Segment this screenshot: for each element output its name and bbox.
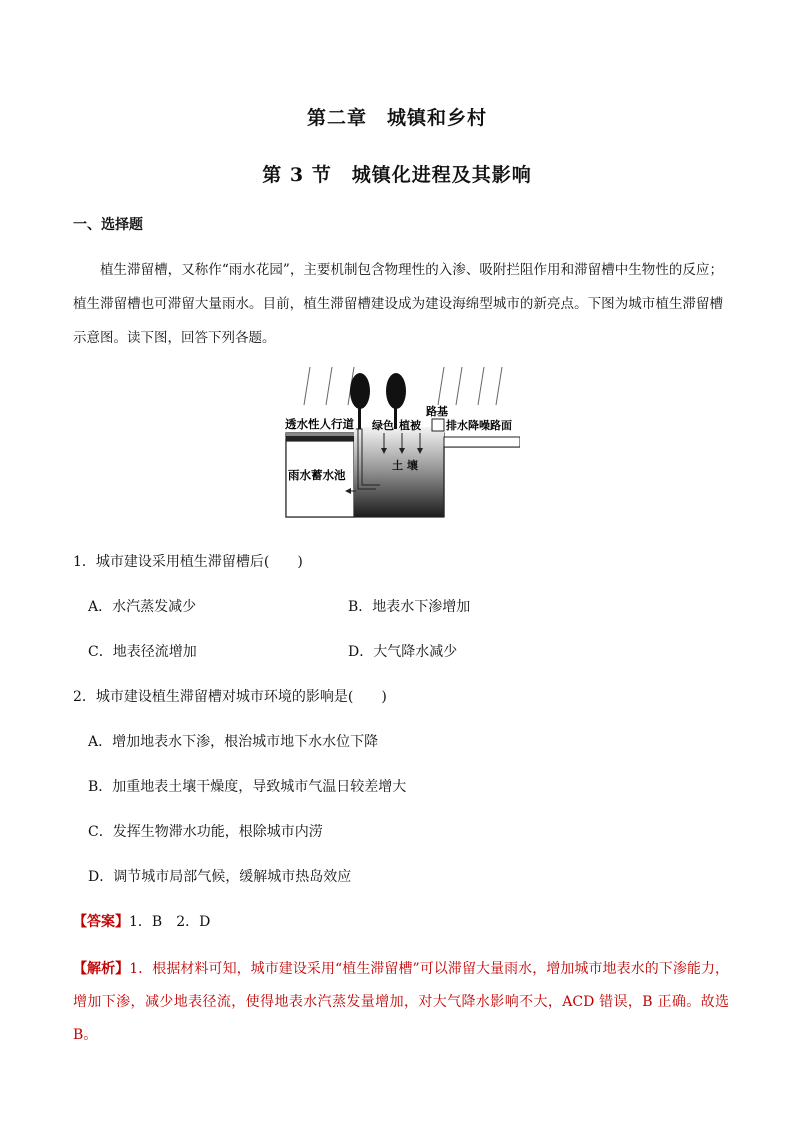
label-soil: 土 壤 <box>392 459 418 472</box>
label-sidewalk: 透水性人行道 <box>285 417 354 431</box>
bioretention-diagram <box>284 365 520 519</box>
road-layer <box>444 437 520 447</box>
soil-area <box>354 427 444 517</box>
chapter-title: 第二章 城镇和乡村 <box>306 107 487 129</box>
analysis-text: 1．根据材料可知，城市建设采用“植生滞留槽”可以滞留大量雨水，增加城市地表水的下渗能力，增加下渗，减少地表径流，使得地表水汽蒸发量增加，对大气降水影响不大，ACD 错误，B 正确。故选 B。 <box>73 961 729 1043</box>
answer-text: 1．B 2．D <box>129 914 211 930</box>
part-heading: 一、选择题 <box>73 217 143 233</box>
answer-line <box>73 911 210 931</box>
intro-paragraph: 植生滞留槽，又称作“雨水花园”，主要机制包含物理性的入渗、吸附拦阻作用和滞留槽中生物性的反应；植生滞留槽也可滞留大量雨水。目前，植生滞留槽建设成为建设海绵型城市的新亮点。下图为城市植生滞留槽示意图。读下图，回答下列各题。 <box>73 262 723 346</box>
section-title: 第 3 节 城镇化进程及其影响 <box>262 164 532 186</box>
question-1-stem: 1．城市建设采用植生滞留槽后( ) <box>73 554 303 570</box>
question-2-option-c: C．发挥生物滞水功能，根除城市内涝 <box>88 824 323 840</box>
roadbed-box <box>432 419 444 431</box>
analysis-paragraph <box>73 953 729 1052</box>
label-green: 绿色 <box>372 419 394 432</box>
label-road: 排水降噪路面 <box>446 419 512 432</box>
question-2-option-a: A．增加地表水下渗，根治城市地下水水位下降 <box>88 734 379 750</box>
analysis-label: 【解析】 <box>73 961 130 977</box>
question-2-option-b: B．加重地表土壤干燥度，导致城市气温日较差增大 <box>88 779 407 795</box>
question-1-option-c: C．地表径流增加 <box>88 644 197 660</box>
question-1-option-d: D．大气降水减少 <box>348 644 458 660</box>
question-1-option-a: A．水汽蒸发减少 <box>88 599 197 615</box>
road-edge <box>444 447 520 517</box>
label-vegetation: 植被 <box>399 419 421 432</box>
sidewalk-top <box>286 433 354 436</box>
label-roadbed: 路基 <box>426 405 448 418</box>
question-2-stem: 2．城市建设植生滞留槽对城市环境的影响是( ) <box>73 689 387 705</box>
answer-label: 【答案】 <box>73 914 129 930</box>
question-2-option-d: D．调节城市局部气候，缓解城市热岛效应 <box>88 869 352 885</box>
label-tank: 雨水蓄水池 <box>288 468 346 482</box>
question-1-option-b: B．地表水下渗增加 <box>348 599 471 615</box>
